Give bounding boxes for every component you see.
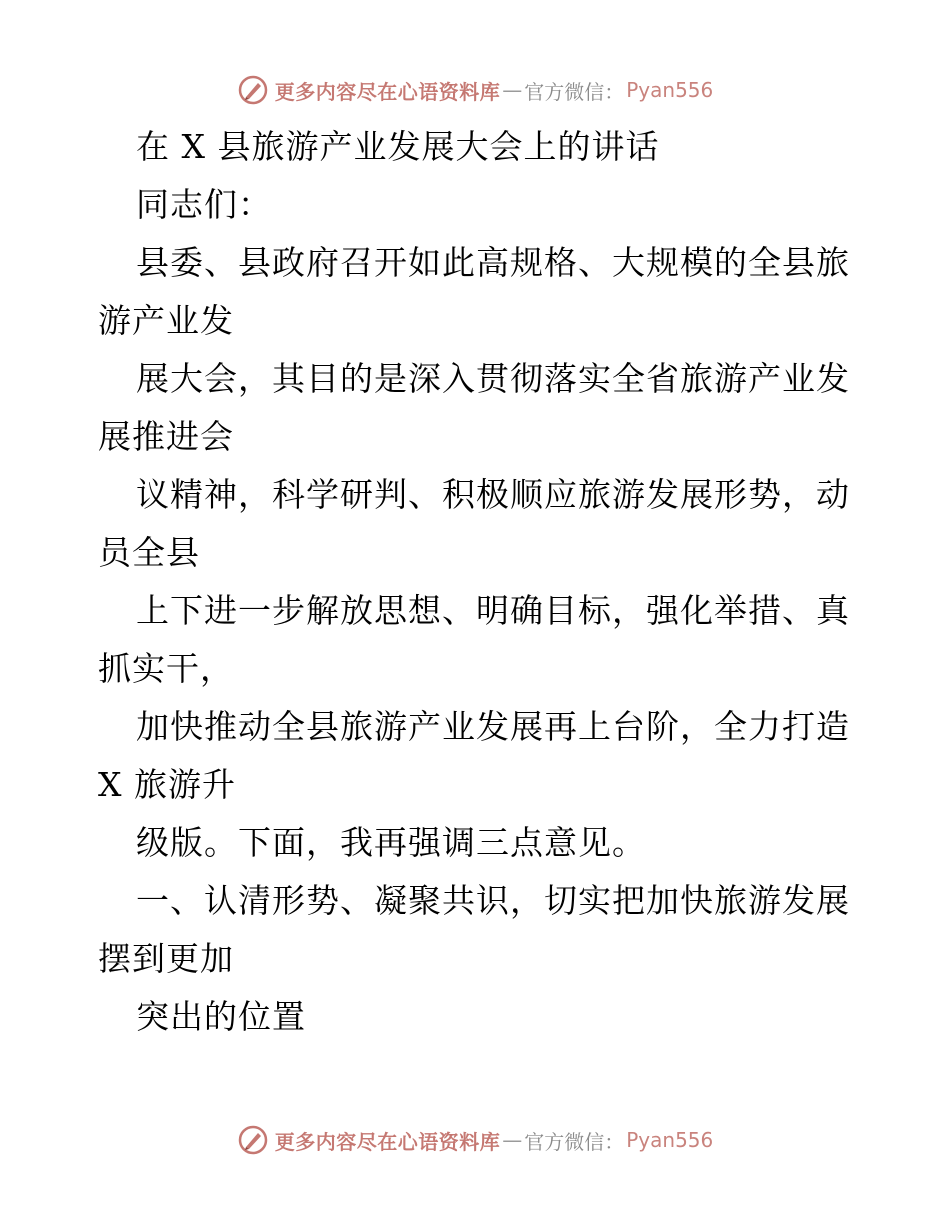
watermark-wechat-label: 官方微信： xyxy=(524,1129,625,1154)
text-line: 展大会，其目的是深入贯彻落实全省旅游产业发 xyxy=(136,359,850,398)
salutation: 同志们： xyxy=(136,185,272,224)
text-line: 展推进会 xyxy=(98,417,234,456)
watermark-wechat-id: Pyan556 xyxy=(626,78,714,102)
watermark-wechat-label: 官方微信： xyxy=(524,79,625,104)
text-line: X 旅游升 xyxy=(98,765,236,804)
text-line: 议精神，科学研判、积极顺应旅游发展形势，动 xyxy=(136,475,850,514)
text-line: 抓实干， xyxy=(98,649,234,688)
watermark-title: 更多内容尽在心语资料库 xyxy=(274,79,501,104)
text-line: 游产业发 xyxy=(98,301,234,340)
header-watermark xyxy=(0,70,950,110)
watermark-title: 更多内容尽在心语资料库 xyxy=(274,1129,501,1154)
watermark-separator: — xyxy=(502,78,523,102)
text-line: 员全县 xyxy=(98,533,200,572)
section-heading-continued: 突出的位置 xyxy=(136,997,306,1036)
watermark-separator: — xyxy=(502,1128,523,1152)
document-body xyxy=(98,118,858,1046)
text-line: 县委、县政府召开如此高规格、大规模的全县旅 xyxy=(136,243,850,282)
text-line: 级版。下面，我再强调三点意见。 xyxy=(136,823,646,862)
watermark-wechat-id: Pyan556 xyxy=(626,1128,714,1152)
document-title: 在 X 县旅游产业发展大会上的讲话 xyxy=(136,127,660,166)
section-heading: 一、认清形势、凝聚共识，切实把加快旅游发展 xyxy=(136,881,850,920)
section-heading-continued: 摆到更加 xyxy=(98,939,234,978)
pen-logo-icon xyxy=(237,74,269,106)
text-line: 加快推动全县旅游产业发展再上台阶，全力打造 xyxy=(136,707,850,746)
text-line: 上下进一步解放思想、明确目标，强化举措、真 xyxy=(136,591,850,630)
footer-watermark xyxy=(0,1120,950,1160)
pen-logo-icon xyxy=(237,1124,269,1156)
